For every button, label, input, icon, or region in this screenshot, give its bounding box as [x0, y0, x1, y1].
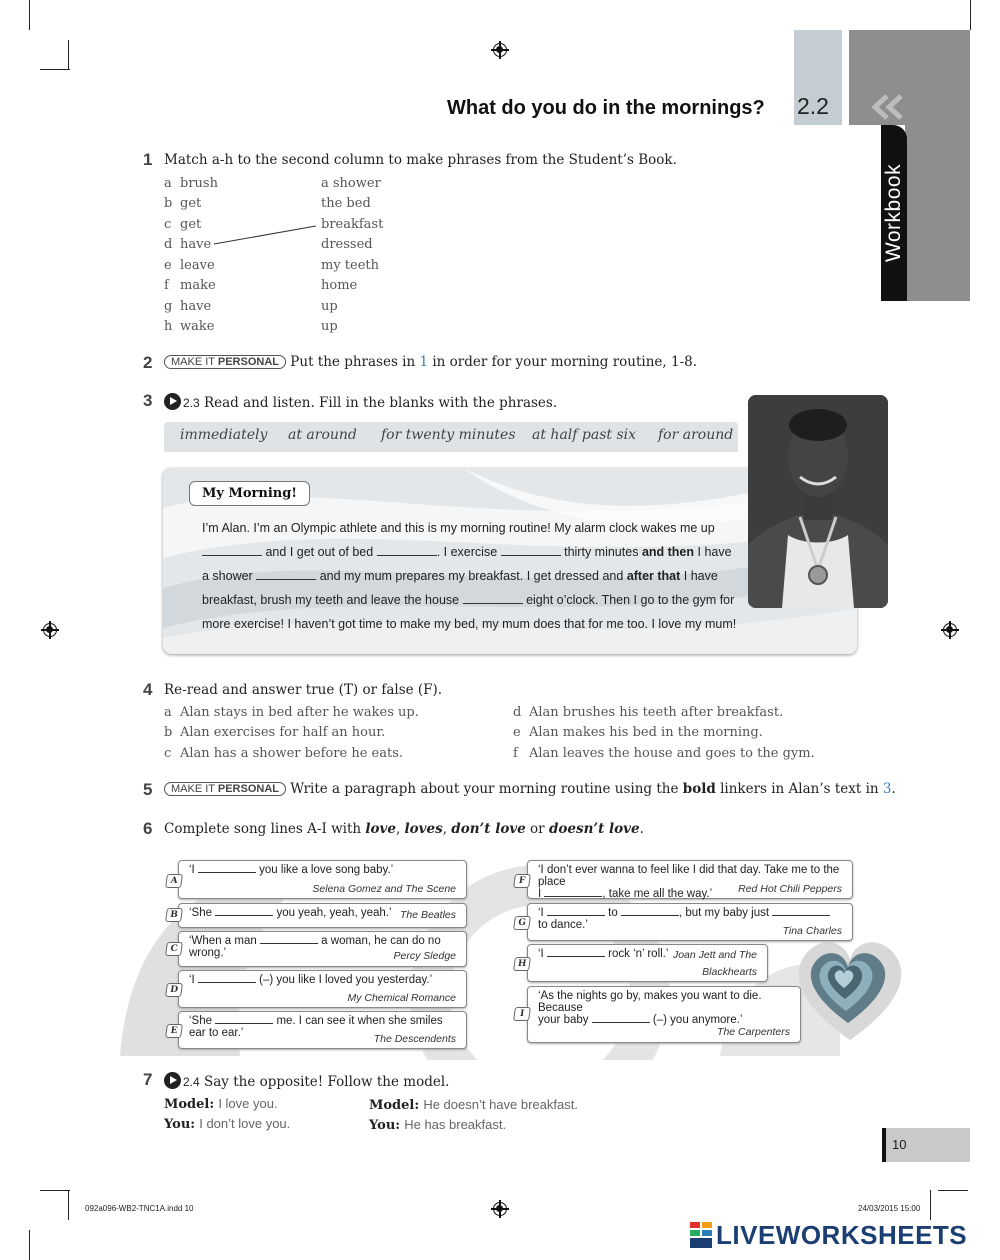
workbook-tab-label: Workbook	[882, 163, 905, 263]
exercise-7-number: 7	[143, 1070, 153, 1089]
blank-input[interactable]	[547, 948, 605, 957]
word-bank-item[interactable]: at around	[288, 427, 357, 443]
crop-mark	[40, 1190, 70, 1191]
athlete-photo	[748, 395, 888, 608]
crop-mark	[68, 40, 69, 70]
crop-mark	[970, 0, 971, 30]
model-line: Model: I love you.	[164, 1096, 278, 1112]
model-line: Model: He doesn’t have breakfast.	[369, 1097, 578, 1113]
tf-item[interactable]: f Alan leaves the house and goes to the gym.	[513, 746, 815, 761]
chevron-decor-icon	[867, 92, 907, 122]
song-box-i: ‘As the nights go by, makes you want to die. Because your baby (–) you anymore.’ The Carpenters	[527, 986, 801, 1043]
unit-number: 2.2	[797, 93, 829, 119]
word-bank-item[interactable]: at half past six	[532, 427, 637, 443]
athlete-illustration	[748, 395, 888, 608]
page-number: 10	[892, 1137, 907, 1152]
blank-input[interactable]	[256, 570, 316, 580]
tf-item[interactable]: a Alan stays in bed after he wakes up.	[164, 705, 419, 720]
blank-input[interactable]	[592, 1014, 650, 1023]
story-line: and I get out of bed . I exercise thirty minutes and then I have	[202, 545, 732, 559]
song-label-badge: F	[513, 874, 531, 888]
exercise-2-number: 2	[143, 353, 153, 372]
tf-item[interactable]: d Alan brushes his teeth after breakfast.	[513, 705, 784, 720]
crop-mark	[930, 1190, 931, 1220]
registration-mark	[493, 1202, 507, 1216]
blank-input[interactable]	[544, 888, 602, 897]
song-label-badge: I	[513, 1007, 531, 1021]
header-band-dark	[849, 30, 970, 125]
word-bank-item[interactable]: for around	[658, 427, 734, 443]
match-right-item[interactable]: a shower	[321, 176, 381, 191]
blank-input[interactable]	[621, 907, 679, 916]
registration-mark	[943, 623, 957, 637]
exercise-2-instruction: MAKE IT PERSONAL Put the phrases in 1 in order for your morning routine, 1-8.	[164, 354, 697, 370]
page-title: What do you do in the mornings?	[447, 97, 765, 119]
story-line: more exercise! I haven’t got time to make my bed, my mum does that for me too. I love my mum!	[202, 617, 737, 631]
exercise-4-instruction: Re-read and answer true (T) or false (F).	[164, 682, 443, 698]
blank-input[interactable]	[463, 594, 523, 604]
story-line: I’m Alan. I’m an Olympic athlete and this is my morning routine! My alarm clock wakes me up	[202, 521, 715, 535]
exercise-3-instruction: 2.3 Read and listen. Fill in the blanks with the phrases.	[164, 393, 557, 411]
song-label-badge: B	[165, 908, 183, 922]
tf-item[interactable]: e Alan makes his bed in the morning.	[513, 725, 763, 740]
audio-play-icon[interactable]	[164, 1072, 181, 1089]
exercise-1-instruction: Match a-h to the second column to make phrases from the Student’s Book.	[164, 152, 677, 168]
exercise-4-number: 4	[143, 680, 153, 699]
liveworksheets-logo-icon	[690, 1222, 714, 1250]
blank-input[interactable]	[772, 907, 830, 916]
match-left-item: d have	[164, 237, 212, 252]
word-bank-item[interactable]: immediately	[180, 427, 268, 443]
blank-input[interactable]	[377, 546, 437, 556]
song-box-d: ‘I (–) you like I loved you yesterday.’ My Chemical Romance	[178, 970, 467, 1008]
blank-input[interactable]	[198, 864, 256, 873]
match-right-item[interactable]: home	[321, 278, 358, 293]
match-left-item: e leave	[164, 258, 215, 273]
song-box-c: ‘When a man a woman, he can do no wrong.’ Percy Sledge	[178, 931, 467, 967]
exercise-5-number: 5	[143, 780, 153, 799]
liveworksheets-brand[interactable]: LIVEWORKSHEETS	[716, 1220, 968, 1250]
you-line: You: I don’t love you.	[164, 1116, 291, 1132]
exercise-3-number: 3	[143, 391, 153, 410]
song-label-badge: G	[513, 916, 531, 930]
song-box-e: ‘She me. I can see it when she smiles ear to ear.’ The Descendents	[178, 1011, 467, 1049]
text-title: My Morning!	[189, 481, 310, 506]
match-right-item[interactable]: up	[321, 319, 338, 334]
story-line: a shower and my mum prepares my breakfast. I get dressed and after that I have	[202, 569, 718, 583]
file-slug: 092a096-WB2-TNC1A.indd 10	[85, 1204, 194, 1213]
crop-mark	[68, 1190, 69, 1220]
song-box-f: ‘I don’t ever wanna to feel like I did that day. Take me to the place I , take me all the way.’ Red Hot Chili Peppers	[527, 860, 853, 899]
exercise-7-instruction: 2.4 Say the opposite! Follow the model.	[164, 1072, 449, 1090]
song-box-a: ‘I you like a love song baby.’ Selena Gomez and The Scene	[178, 860, 467, 899]
match-right-item[interactable]: the bed	[321, 196, 371, 211]
blank-input[interactable]	[547, 907, 605, 916]
blank-input[interactable]	[501, 546, 561, 556]
crop-mark	[40, 69, 70, 70]
word-bank-item[interactable]: for twenty minutes	[381, 427, 516, 443]
blank-input[interactable]	[198, 974, 256, 983]
registration-mark	[43, 623, 57, 637]
song-box-h: ‘I rock ‘n’ roll.’ Joan Jett and The Blackhearts	[527, 944, 768, 982]
registration-mark	[493, 43, 507, 57]
match-right-item[interactable]: my teeth	[321, 258, 380, 273]
side-band	[905, 125, 970, 301]
match-left-item: b get	[164, 196, 202, 211]
crop-mark	[938, 1190, 968, 1191]
match-left-item: a brush	[164, 176, 218, 191]
blank-input[interactable]	[215, 1015, 273, 1024]
match-right-item[interactable]: breakfast	[321, 217, 384, 232]
match-left-item: f make	[164, 278, 216, 293]
blank-input[interactable]	[202, 546, 262, 556]
match-right-item[interactable]: dressed	[321, 237, 373, 252]
song-label-badge: A	[165, 874, 183, 888]
song-box-g: ‘I to , but my baby just to dance.’ Tina Charles	[527, 903, 853, 941]
blank-input[interactable]	[215, 907, 273, 916]
date-slug: 24/03/2015 15:00	[858, 1204, 921, 1213]
crop-mark	[29, 1230, 30, 1260]
match-line-example	[210, 222, 320, 248]
song-box-b: ‘She you yeah, yeah, yeah.’ The Beatles	[178, 903, 467, 928]
song-label-badge: C	[165, 942, 183, 956]
audio-play-icon[interactable]	[164, 393, 181, 410]
exercise-6-number: 6	[143, 819, 153, 838]
song-label-badge: D	[165, 983, 183, 997]
exercise-1-number: 1	[143, 150, 153, 169]
make-it-personal-badge: MAKE IT PERSONAL	[164, 355, 286, 369]
heart-decor-icon	[790, 935, 910, 1045]
story-line: breakfast, brush my teeth and leave the house eight o’clock. Then I go to the gym for	[202, 593, 735, 607]
song-label-badge: H	[513, 957, 531, 971]
match-left-item: c get	[164, 217, 202, 232]
match-left-item: h wake	[164, 319, 215, 334]
exercise-6-instruction: Complete song lines A-I with love, loves, don’t love or doesn’t love.	[164, 821, 644, 837]
tf-item[interactable]: b Alan exercises for half an hour.	[164, 725, 386, 740]
song-label-badge: E	[165, 1024, 183, 1038]
match-right-item[interactable]: up	[321, 299, 338, 314]
make-it-personal-badge: MAKE IT PERSONAL	[164, 782, 286, 796]
crop-mark	[29, 0, 30, 30]
exercise-5-instruction: MAKE IT PERSONAL Write a paragraph about your morning routine using the bold linkers in Alan’s text in 3.	[164, 781, 896, 797]
tf-item[interactable]: c Alan has a shower before he eats.	[164, 746, 404, 761]
you-line: You: He has breakfast.	[369, 1117, 507, 1133]
blank-input[interactable]	[260, 935, 318, 944]
match-left-item: g have	[164, 299, 212, 314]
